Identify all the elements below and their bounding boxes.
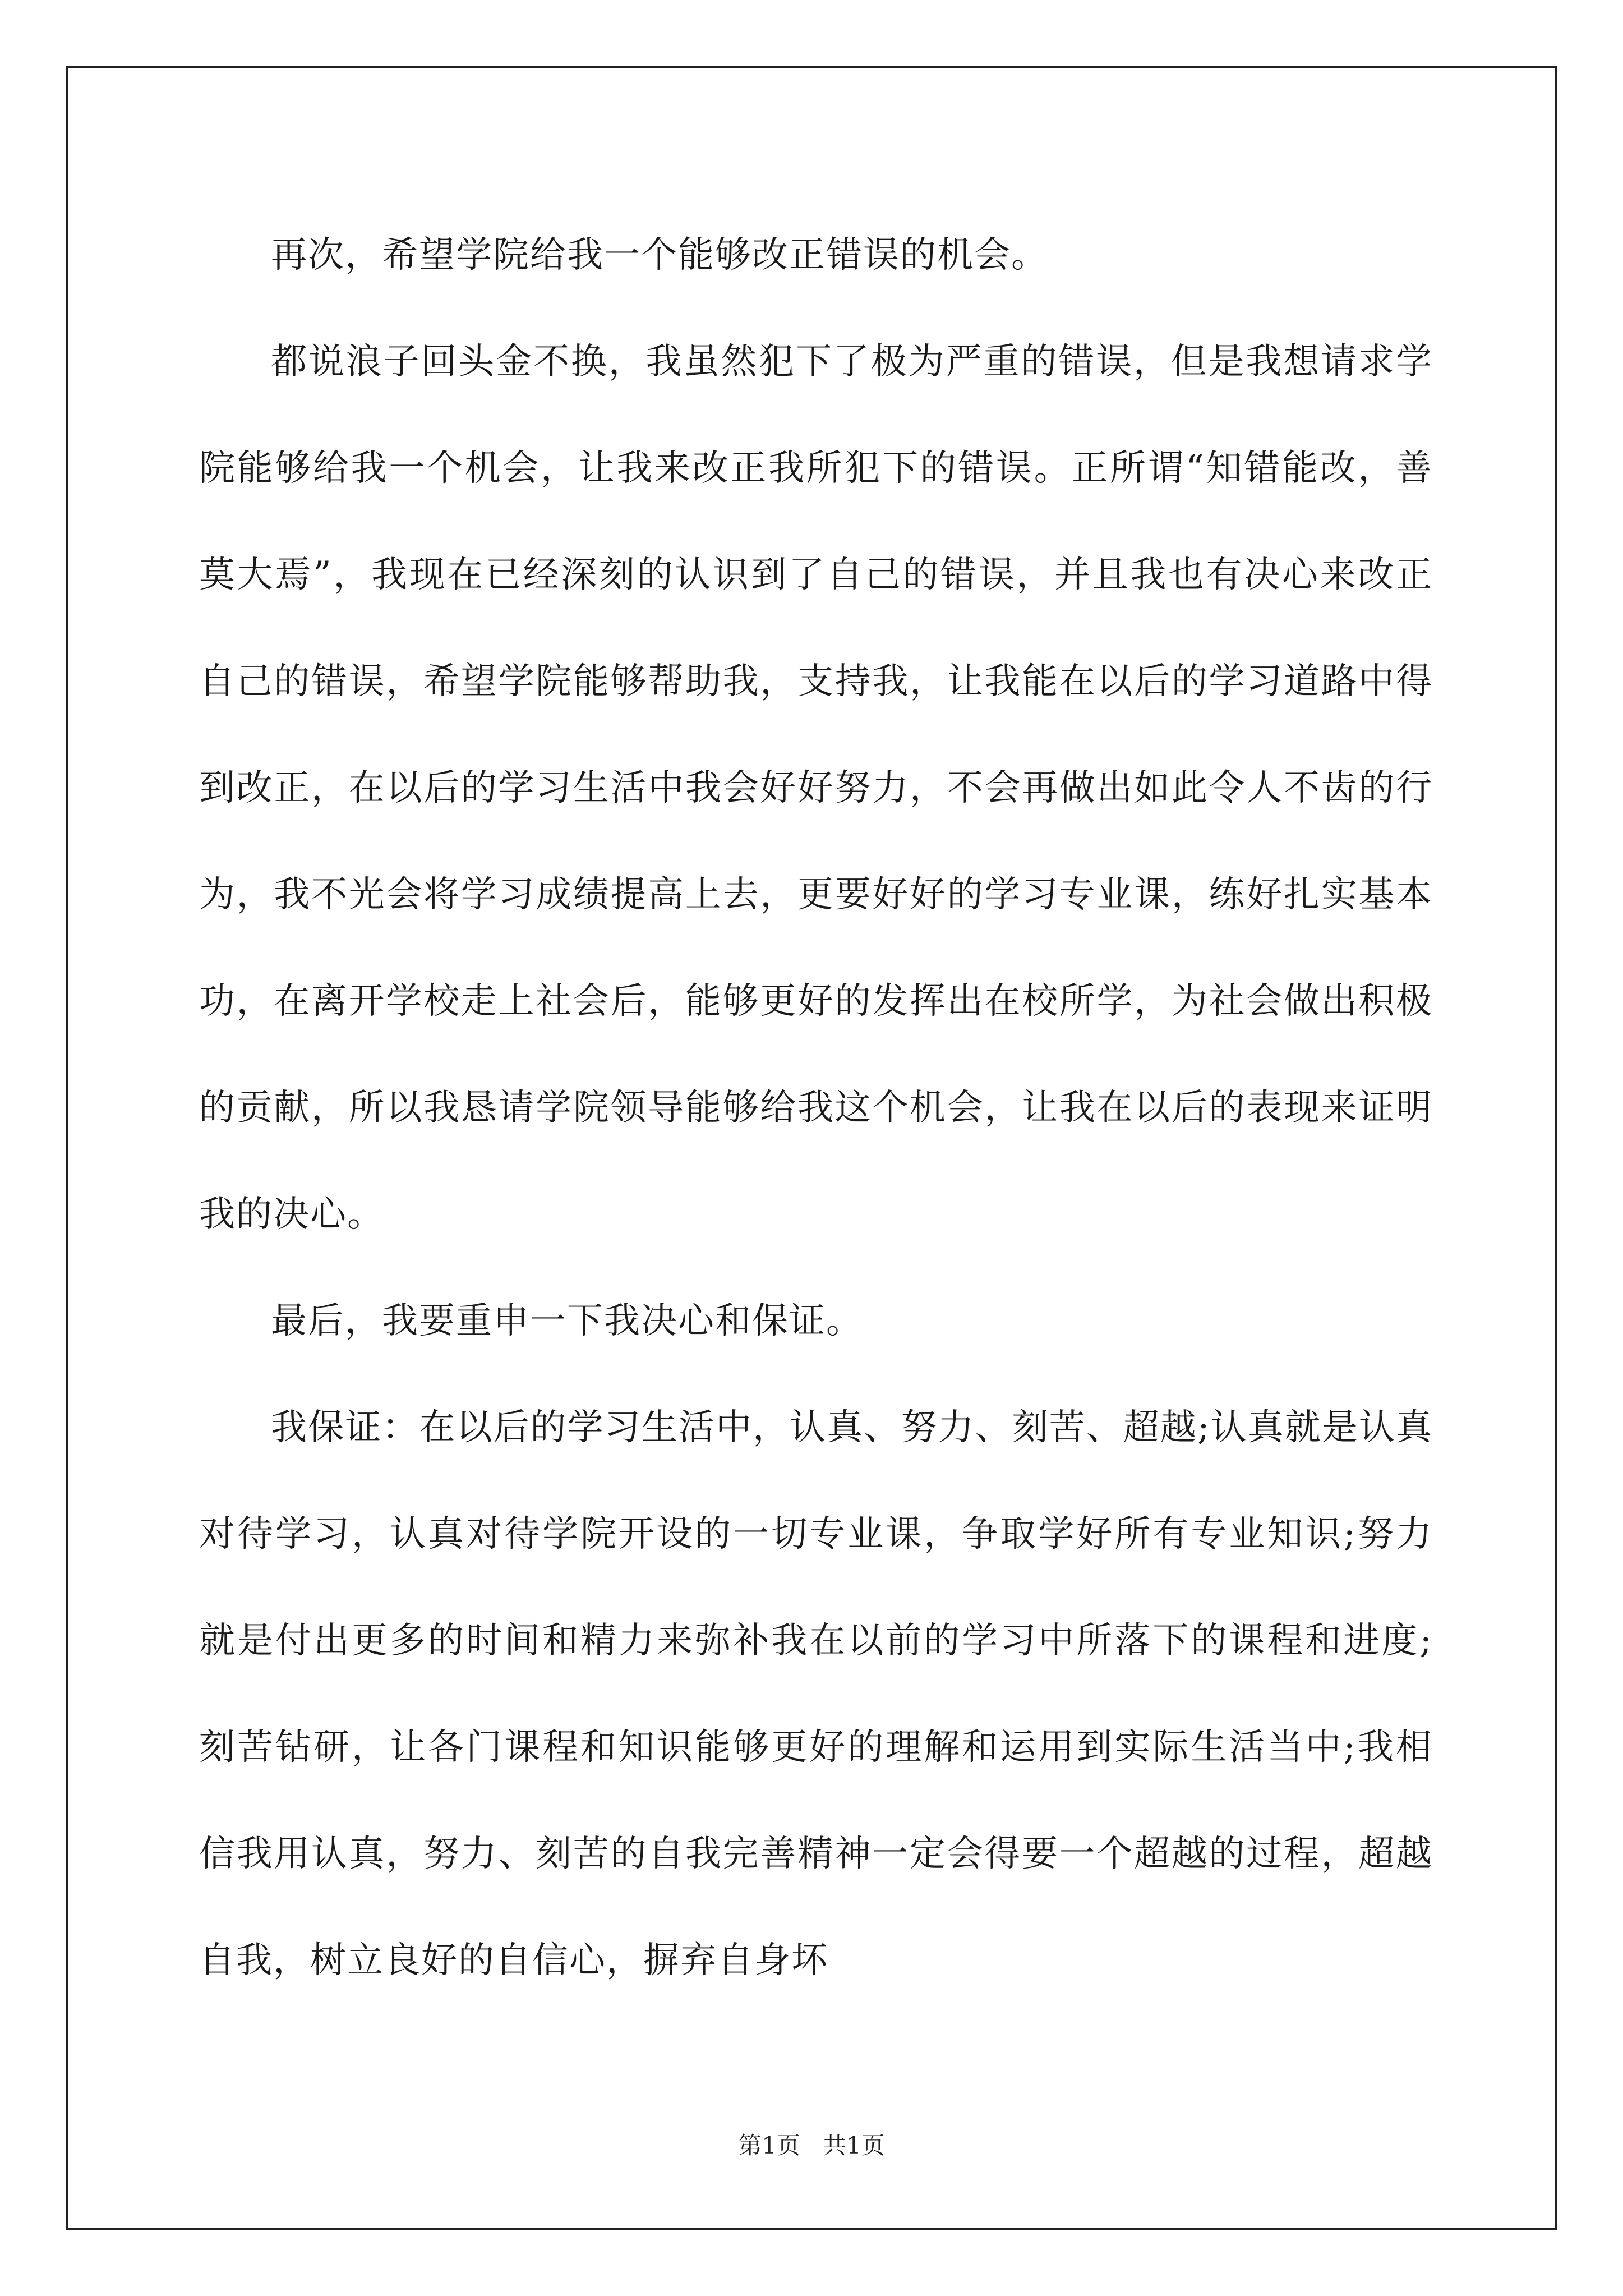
paragraph-4: 我保证：在以后的学习生活中，认真、努力、刻苦、超越;认真就是认真对待学习，认真对待学院开设的一切专业课，争取学好所有专业知识;努力就是付出更多的时间和精力来弥补我在以前的学习中所落下的课程和进度;刻苦钻研，让各门课程和知识能够更好的理解和运用到实际生活当中;我相信我用认真，努力、刻苦的自我完善精神一定会得要一个超越的过程，超越自我，树立良好的自信心，摒弃自身坏 [199, 1407, 1433, 1981]
paragraph-3: 最后，我要重申一下我决心和保证。 [271, 1300, 863, 1342]
document-body [199, 202, 1433, 2014]
paragraph-2: 都说浪子回头金不换，我虽然犯下了极为严重的错误，但是我想请求学院能够给我一个机会，让我来改正我所犯下的错误。正所谓“知错能改，善莫大焉”，我现在已经深刻的认识到了自己的错误，并且我也有决心来改正自己的错误，希望学院能够帮助我，支持我，让我能在以后的学习道路中得到改正，在以后的学习生活中我会好好努力，不会再做出如此令人不齿的行为，我不光会将学习成绩提高上去，更要好好的学习专业课，练好扎实基本功，在离开学校走上社会后，能够更好的发挥出在校所学，为社会做出积极的贡献，所以我恳请学院领导能够给我这个机会，让我在以后的表现来证明我的决心。 [199, 341, 1433, 1235]
page-number: 第1页 [738, 2132, 800, 2159]
paragraph-1: 再次，希望学院给我一个能够改正错误的机会。 [271, 234, 1048, 276]
page-total: 共1页 [823, 2132, 885, 2159]
page-footer [0, 2129, 1623, 2162]
footer-separator [800, 2132, 823, 2159]
